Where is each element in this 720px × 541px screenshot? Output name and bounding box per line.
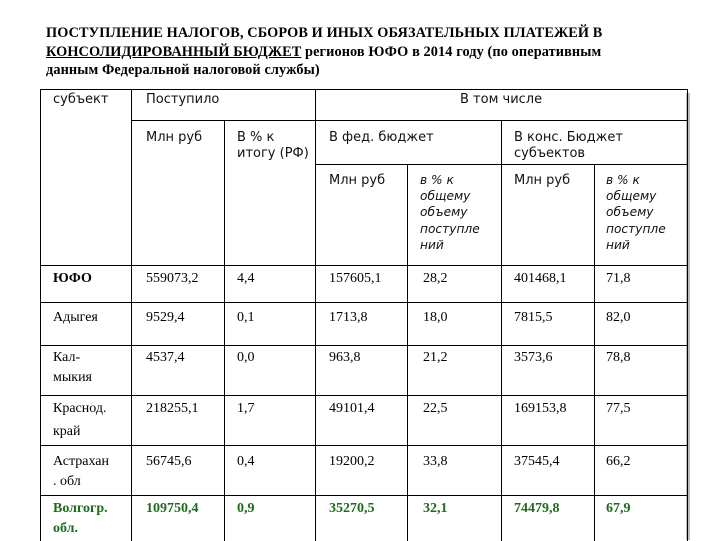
cell-fed-pct: 21,2 (423, 350, 448, 365)
col-divider-4 (407, 164, 408, 541)
cell-subject-line-2: край (53, 424, 81, 439)
cell-cons-mln: 3573,6 (514, 350, 553, 365)
cell-subject-line-1: Краснод. (53, 401, 107, 416)
header-mln-rub: Млн руб (146, 130, 203, 145)
cell-subject-line-1: Астрахан (53, 454, 109, 469)
cell-pct-rf: 0,4 (237, 454, 255, 469)
header-cons-pct: в % к общему объему поступле ний (606, 173, 666, 252)
rule-row-3 (41, 395, 687, 396)
cell-fed-mln: 963,8 (329, 350, 361, 365)
cell-cons-pct: 71,8 (606, 271, 631, 286)
rule-row-2 (41, 345, 687, 346)
header-pct-total: В % к итогу (РФ) (237, 130, 309, 161)
cell-fed-pct: 22,5 (423, 401, 448, 416)
cell-pct-rf: 0,0 (237, 350, 255, 365)
cell-fed-pct: 33,8 (423, 454, 448, 469)
cell-subject-line-2: мыкия (53, 370, 92, 385)
header-fed-mln: Млн руб (329, 173, 386, 188)
cell-pct-rf: 0,9 (237, 501, 255, 516)
header-subject: субъект (53, 92, 109, 107)
cell-received: 109750,4 (146, 501, 199, 516)
title-line-2-rest: регионов ЮФО в 2014 году (по оперативным (301, 43, 602, 60)
cell-pct-rf: 4,4 (237, 271, 255, 286)
cell-subject-line-2: обл. (53, 521, 79, 536)
header-cons-mln: Млн руб (514, 173, 571, 188)
slide-title (46, 24, 686, 80)
rule-row-1 (41, 302, 687, 303)
cell-received: 4537,4 (146, 350, 185, 365)
rule-header-1 (131, 120, 687, 121)
cell-received: 56745,6 (146, 454, 192, 469)
cell-cons-pct: 67,9 (606, 501, 631, 516)
rule-header-bottom (41, 265, 687, 266)
cell-subject-line-1: Волгогр. (53, 501, 108, 516)
title-line-2-bold: КОНСОЛИДИРОВАННЫЙ БЮДЖЕТ (46, 43, 302, 60)
rule-row-4 (41, 445, 687, 446)
cell-cons-mln: 169153,8 (514, 401, 567, 416)
header-fed-pct: в % к общему объему поступле ний (420, 173, 480, 252)
cell-cons-pct: 78,8 (606, 350, 631, 365)
cell-fed-mln: 19200,2 (329, 454, 375, 469)
cell-subject-line-2: . обл (53, 474, 81, 489)
cell-cons-mln: 7815,5 (514, 310, 553, 325)
header-fed-budget: В фед. бюджет (329, 130, 434, 145)
cell-received: 559073,2 (146, 271, 199, 286)
cell-subject: ЮФО (53, 271, 92, 286)
col-divider-5 (501, 120, 502, 541)
header-received: Поступило (146, 92, 220, 107)
cell-pct-rf: 1,7 (237, 401, 255, 416)
cell-cons-mln: 401468,1 (514, 271, 567, 286)
title-line-3: данным Федеральной налоговой службы) (46, 62, 320, 78)
cell-subject: Адыгея (53, 310, 98, 325)
cell-subject-line-1: Кал- (53, 350, 81, 365)
cell-fed-mln: 35270,5 (329, 501, 375, 516)
cell-fed-mln: 157605,1 (329, 271, 382, 286)
cell-cons-pct: 82,0 (606, 310, 631, 325)
header-including: В том числе (460, 92, 543, 107)
col-divider-2 (224, 120, 225, 541)
rule-row-5 (41, 495, 687, 496)
cell-received: 9529,4 (146, 310, 185, 325)
cell-fed-mln: 49101,4 (329, 401, 375, 416)
title-line-1: ПОСТУПЛЕНИЕ НАЛОГОВ, СБОРОВ И ИНЫХ ОБЯЗАТЕЛЬНЫХ ПЛАТЕЖЕЙ В (46, 25, 603, 41)
cell-fed-pct: 32,1 (423, 501, 448, 516)
cell-cons-pct: 66,2 (606, 454, 631, 469)
cell-fed-mln: 1713,8 (329, 310, 368, 325)
cell-cons-mln: 74479,8 (514, 501, 560, 516)
cell-pct-rf: 0,1 (237, 310, 255, 325)
cell-received: 218255,1 (146, 401, 199, 416)
cell-cons-mln: 37545,4 (514, 454, 560, 469)
title-line-2 (46, 44, 601, 60)
cell-fed-pct: 18,0 (423, 310, 448, 325)
header-cons-budget: В конс. Бюджет субъектов (514, 130, 623, 161)
col-divider-6 (594, 164, 595, 541)
cell-fed-pct: 28,2 (423, 271, 448, 286)
col-divider-1 (131, 90, 132, 541)
cell-cons-pct: 77,5 (606, 401, 631, 416)
